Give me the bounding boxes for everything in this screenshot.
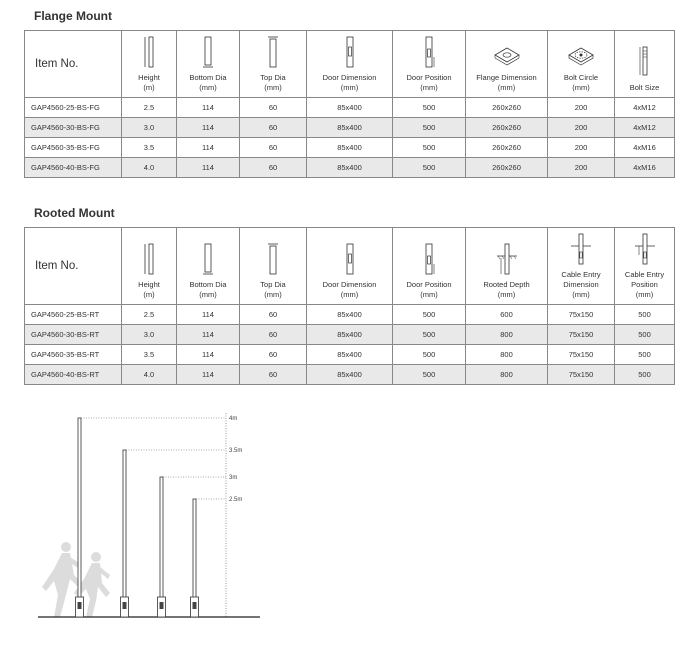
table-row (25, 138, 675, 158)
bottom-dia-header-label: Bottom Dia (mm) (189, 280, 227, 299)
rooted-depth-cell: 600 (466, 305, 548, 325)
top-dia-icon (265, 35, 281, 69)
door-position-cell: 500 (393, 138, 466, 158)
pole-2-5m (191, 499, 227, 617)
cable-entry-position-icon (633, 232, 657, 266)
bolt-size-header (615, 31, 675, 98)
door-dimension-icon (342, 35, 358, 69)
bottom-dia-cell: 114 (177, 365, 240, 385)
bolt-size-cell: 4xM12 (615, 98, 675, 118)
rooted-depth-cell: 800 (466, 365, 548, 385)
label-3-5m: 3.5m (229, 448, 243, 454)
bolt-size-header-label: Bolt Size (629, 83, 660, 92)
top-dia-cell: 60 (240, 138, 307, 158)
door-position-header (393, 228, 466, 305)
height-header (122, 228, 177, 305)
cable-entry-position-cell: 500 (615, 345, 675, 365)
flange-dimension-header-label: Flange Dimension (mm) (476, 73, 537, 92)
table-header-row (25, 228, 675, 305)
bottom-dia-header (177, 31, 240, 98)
door-position-cell: 500 (393, 325, 466, 345)
flange-mount-title: Flange Mount (34, 9, 112, 23)
rooted-depth-cell: 800 (466, 325, 548, 345)
bolt-size-cell: 4xM12 (615, 118, 675, 138)
item-no-cell: GAP4560-40-BS-RT (25, 365, 122, 385)
door-position-cell: 500 (393, 305, 466, 325)
door-dimension-header-label: Door Dimension (mm) (322, 73, 377, 92)
door-position-header-label: Door Position (mm) (406, 280, 452, 299)
door-position-header-label: Door Position (mm) (406, 73, 452, 92)
item-no-cell: GAP4560-35-BS-RT (25, 345, 122, 365)
bottom-dia-cell: 114 (177, 98, 240, 118)
rooted-depth-header (466, 228, 548, 305)
item-no-cell: GAP4560-35-BS-FG (25, 138, 122, 158)
height-cell: 4.0 (122, 158, 177, 178)
bolt-circle-icon (566, 45, 596, 69)
door-dimension-cell: 85x400 (307, 138, 393, 158)
door-position-icon (421, 242, 437, 276)
flange-dimension-cell: 260x260 (466, 138, 548, 158)
table-row (25, 305, 675, 325)
pole-3-5m (121, 450, 227, 617)
item-no-cell: GAP4560-25-BS-FG (25, 98, 122, 118)
top-dia-cell: 60 (240, 345, 307, 365)
height-icon (142, 35, 156, 69)
door-dimension-cell: 85x400 (307, 325, 393, 345)
door-dimension-cell: 85x400 (307, 365, 393, 385)
rooted-depth-cell: 800 (466, 345, 548, 365)
height-cell: 2.5 (122, 98, 177, 118)
table-row (25, 325, 675, 345)
pole-height-diagram (30, 405, 260, 625)
top-dia-icon (265, 242, 281, 276)
table-row (25, 118, 675, 138)
height-cell: 3.0 (122, 118, 177, 138)
table-row (25, 98, 675, 118)
top-dia-cell: 60 (240, 98, 307, 118)
table-row (25, 345, 675, 365)
door-position-header (393, 31, 466, 98)
bottom-dia-header-label: Bottom Dia (mm) (189, 73, 227, 92)
pole-4m (76, 418, 227, 617)
top-dia-cell: 60 (240, 305, 307, 325)
bolt-circle-cell: 200 (548, 118, 615, 138)
door-dimension-cell: 85x400 (307, 158, 393, 178)
flange-dimension-icon (492, 45, 522, 69)
rooted-depth-header-label: Rooted Depth (mm) (483, 280, 530, 299)
door-dimension-cell: 85x400 (307, 118, 393, 138)
pole-3m (158, 477, 227, 617)
cable-entry-dimension-cell: 75x150 (548, 325, 615, 345)
cable-entry-dimension-header (548, 228, 615, 305)
item-no-header: Item No. (25, 31, 122, 98)
flange-dimension-header (466, 31, 548, 98)
top-dia-cell: 60 (240, 325, 307, 345)
rooted-depth-icon (495, 242, 519, 276)
height-header-label: Height (m) (138, 73, 160, 92)
top-dia-cell: 60 (240, 365, 307, 385)
cable-entry-dimension-cell: 75x150 (548, 365, 615, 385)
height-header-label: Height (m) (138, 280, 160, 299)
cable-entry-position-cell: 500 (615, 305, 675, 325)
height-cell: 3.0 (122, 325, 177, 345)
bottom-dia-header (177, 228, 240, 305)
door-dimension-cell: 85x400 (307, 305, 393, 325)
table-row (25, 365, 675, 385)
bolt-size-icon (637, 45, 653, 79)
bottom-dia-cell: 114 (177, 118, 240, 138)
top-dia-header-label: Top Dia (mm) (260, 73, 286, 92)
label-2-5m: 2.5m (229, 497, 243, 503)
door-dimension-header (307, 228, 393, 305)
height-cell: 3.5 (122, 345, 177, 365)
bolt-size-cell: 4xM16 (615, 138, 675, 158)
door-dimension-header-label: Door Dimension (mm) (322, 280, 377, 299)
flange-mount-table (24, 30, 675, 178)
item-no-cell: GAP4560-25-BS-RT (25, 305, 122, 325)
bolt-size-cell: 4xM16 (615, 158, 675, 178)
door-dimension-header (307, 31, 393, 98)
flange-dimension-cell: 260x260 (466, 98, 548, 118)
top-dia-header-label: Top Dia (mm) (260, 280, 286, 299)
item-no-header: Item No. (25, 228, 122, 305)
table-row (25, 158, 675, 178)
flange-dimension-cell: 260x260 (466, 118, 548, 138)
cable-entry-position-cell: 500 (615, 365, 675, 385)
door-position-cell: 500 (393, 365, 466, 385)
bottom-dia-cell: 114 (177, 138, 240, 158)
top-dia-cell: 60 (240, 158, 307, 178)
bottom-dia-cell: 114 (177, 345, 240, 365)
table-header-row (25, 31, 675, 98)
bolt-circle-header (548, 31, 615, 98)
bottom-dia-icon (200, 242, 216, 276)
height-cell: 3.5 (122, 138, 177, 158)
bottom-dia-cell: 114 (177, 158, 240, 178)
cable-entry-dimension-header-label: Cable Entry Dimension (mm) (561, 270, 601, 299)
item-no-cell: GAP4560-30-BS-RT (25, 325, 122, 345)
item-no-cell: GAP4560-40-BS-FG (25, 158, 122, 178)
label-3m: 3m (229, 475, 238, 481)
cable-entry-position-header-label: Cable Entry Position (mm) (624, 270, 665, 299)
bolt-circle-cell: 200 (548, 138, 615, 158)
door-position-cell: 500 (393, 98, 466, 118)
height-header (122, 31, 177, 98)
bottom-dia-cell: 114 (177, 325, 240, 345)
door-position-icon (421, 35, 437, 69)
cable-entry-position-header (615, 228, 675, 305)
top-dia-cell: 60 (240, 118, 307, 138)
bottom-dia-cell: 114 (177, 305, 240, 325)
bottom-dia-icon (200, 35, 216, 69)
cable-entry-position-cell: 500 (615, 325, 675, 345)
cable-entry-dimension-cell: 75x150 (548, 305, 615, 325)
bolt-circle-cell: 200 (548, 158, 615, 178)
door-dimension-cell: 85x400 (307, 98, 393, 118)
rooted-mount-title: Rooted Mount (34, 206, 115, 220)
rooted-mount-table (24, 227, 675, 385)
top-dia-header (240, 228, 307, 305)
height-cell: 2.5 (122, 305, 177, 325)
item-no-cell: GAP4560-30-BS-FG (25, 118, 122, 138)
door-position-cell: 500 (393, 118, 466, 138)
cable-entry-dimension-cell: 75x150 (548, 345, 615, 365)
height-icon (142, 242, 156, 276)
door-dimension-cell: 85x400 (307, 345, 393, 365)
bolt-circle-cell: 200 (548, 98, 615, 118)
height-cell: 4.0 (122, 365, 177, 385)
door-position-cell: 500 (393, 158, 466, 178)
bolt-circle-header-label: Bolt Circle (mm) (563, 73, 599, 92)
cable-entry-dimension-icon (569, 232, 593, 266)
top-dia-header (240, 31, 307, 98)
door-position-cell: 500 (393, 345, 466, 365)
label-4m: 4m (229, 416, 238, 422)
door-dimension-icon (342, 242, 358, 276)
flange-dimension-cell: 260x260 (466, 158, 548, 178)
